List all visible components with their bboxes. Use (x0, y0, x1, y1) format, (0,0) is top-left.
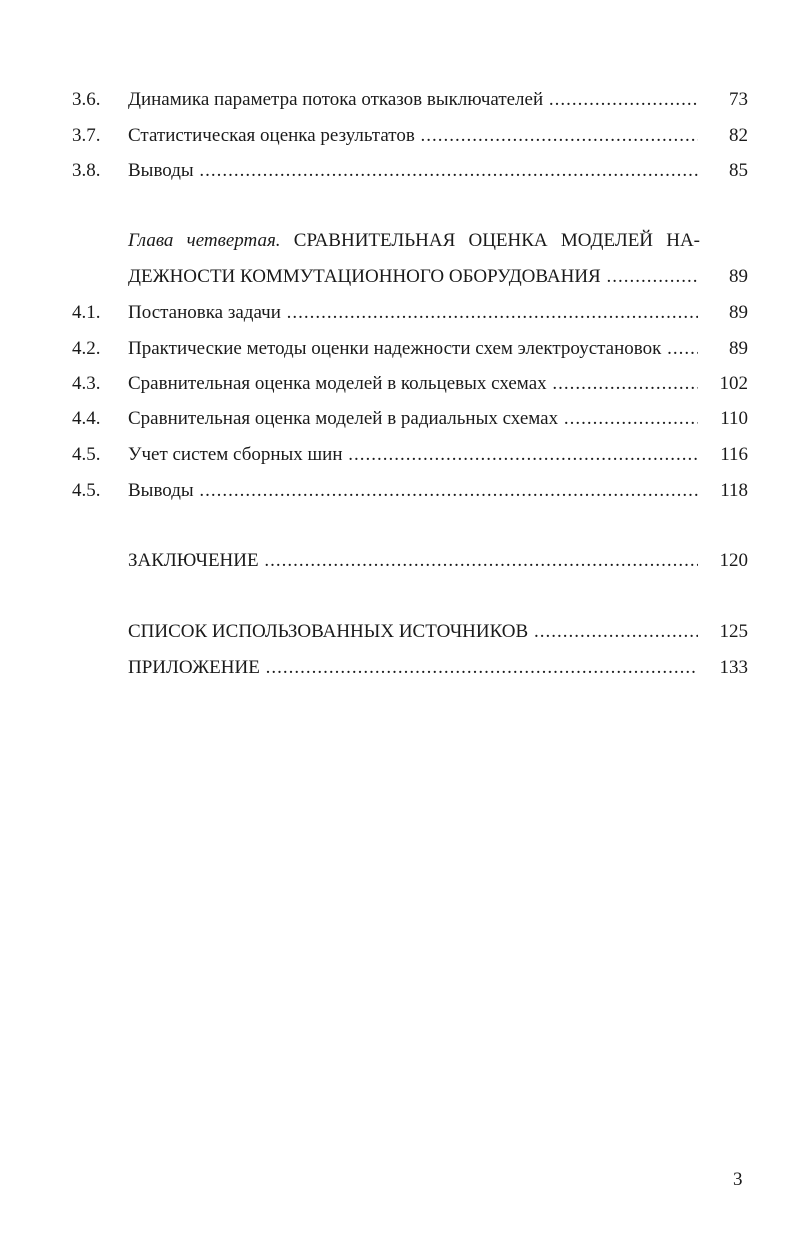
toc-entry-page: 110 (720, 408, 748, 429)
toc-entry-chapter-4[interactable] (72, 262, 752, 292)
toc-entry-title: ЗАКЛЮЧЕНИЕ ..... (128, 546, 698, 576)
toc-entry-title: ПРИЛОЖЕНИЕ ..... (128, 653, 698, 683)
toc-entry-number: 3.7. (72, 125, 101, 146)
chapter-title-line2: ДЕЖНОСТИ КОММУТАЦИОННОГО ОБОРУДОВАНИЯ ..... (128, 262, 698, 292)
toc-entry-references[interactable] (72, 617, 752, 647)
toc-entry-page: 102 (719, 373, 748, 394)
toc-entry-page: 82 (729, 125, 748, 146)
toc-entry-number: 4.1. (72, 302, 101, 323)
chapter-label: Глава четвертая. (128, 230, 281, 251)
toc-entry-page: 89 (729, 338, 748, 359)
chapter-title-line1: СРАВНИТЕЛЬНАЯ ОЦЕНКА МОДЕЛЕЙ НА- (293, 230, 700, 251)
toc-entry-title: Статистическая оценка результатов ..... (128, 121, 698, 151)
toc-entry-page: 125 (719, 621, 748, 642)
toc-entry-title: Выводы ..... (128, 156, 698, 186)
toc-entry-4-5-conclusions[interactable] (72, 476, 752, 506)
toc-entry-title: Практические методы оценки надежности схем электроустановок ..... (128, 334, 698, 364)
toc-entry-3-6[interactable] (72, 85, 752, 115)
toc-entry-number: 3.8. (72, 160, 101, 181)
toc-entry-page: 73 (729, 89, 748, 110)
toc-entry-page: 116 (720, 444, 748, 465)
toc-entry-appendix[interactable] (72, 653, 752, 683)
toc-entry-4-5[interactable] (72, 440, 752, 470)
toc-entry-number: 4.5. (72, 480, 101, 501)
toc-entry-4-4[interactable] (72, 404, 752, 434)
toc-entry-conclusion[interactable] (72, 546, 752, 576)
toc-entry-4-2[interactable] (72, 334, 752, 364)
toc-entry-page: 120 (719, 550, 748, 571)
toc-entry-number: 3.6. (72, 89, 101, 110)
toc-entry-title: Учет систем сборных шин ..... (128, 440, 698, 470)
toc-entry-title: Динамика параметра потока отказов выключателей ..... (128, 85, 698, 115)
toc-entry-title: Постановка задачи ..... (128, 298, 698, 328)
toc-entry-4-3[interactable] (72, 369, 752, 399)
toc-entry-page: 89 (729, 302, 748, 323)
toc-entry-4-1[interactable] (72, 298, 752, 328)
toc-entry-page: 133 (719, 657, 748, 678)
toc-entry-number: 4.4. (72, 408, 101, 429)
toc-entry-number: 4.5. (72, 444, 101, 465)
toc-entry-3-7[interactable] (72, 121, 752, 151)
toc-entry-page: 89 (729, 266, 748, 287)
chapter-heading-line1 (128, 226, 700, 256)
toc-entry-title: Сравнительная оценка моделей в радиальных схемах ..... (128, 404, 698, 434)
toc-entry-page: 85 (729, 160, 748, 181)
toc-entry-title: Сравнительная оценка моделей в кольцевых схемах ..... (128, 369, 698, 399)
toc-entry-title: СПИСОК ИСПОЛЬЗОВАННЫХ ИСТОЧНИКОВ ..... (128, 617, 698, 647)
toc-entry-page: 118 (720, 480, 748, 501)
page-number: 3 (733, 1169, 743, 1190)
toc-entry-number: 4.3. (72, 373, 101, 394)
toc-entry-number: 4.2. (72, 338, 101, 359)
toc-entry-title: Выводы ..... (128, 476, 698, 506)
toc-entry-3-8[interactable] (72, 156, 752, 186)
